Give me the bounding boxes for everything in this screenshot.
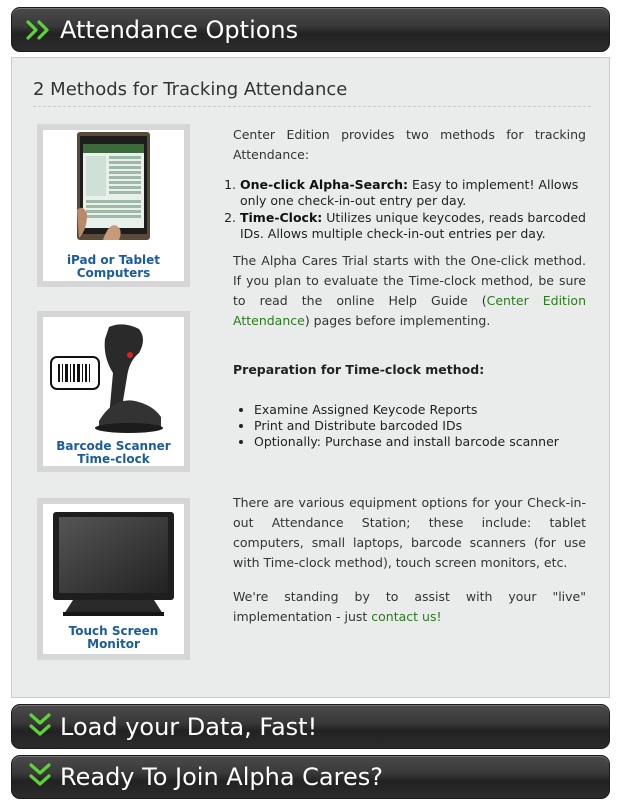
double-chevron-down-icon — [24, 711, 56, 743]
intro-text: Center Edition provides two methods for tracking Attendance: — [233, 127, 586, 162]
monitor-image — [43, 504, 184, 622]
touch-screen-card — [37, 498, 190, 660]
contact-us-link[interactable]: contact us! — [371, 609, 442, 624]
double-chevron-down-icon — [24, 761, 56, 793]
prep-list — [234, 402, 594, 450]
list-item: • Optionally: Purchase and install barcode scanner — [254, 434, 594, 450]
methods-list — [218, 177, 590, 243]
card-caption-line2: Time-clock — [77, 452, 150, 466]
method-desc: Utilizes unique keycodes, reads barcoded IDs. Allows multiple check-in-out entries per day. — [240, 210, 586, 241]
section-header-load-data[interactable] — [11, 704, 610, 749]
method-name: Time-Clock: — [240, 210, 323, 225]
list-item — [240, 210, 590, 242]
card-caption-line1: Touch Screen — [68, 624, 159, 638]
method-name: One-click Alpha-Search: — [240, 177, 409, 192]
section-title: Attendance Options — [60, 15, 299, 44]
list-item — [240, 177, 590, 209]
prep-title: Preparation for Time-clock method: — [233, 362, 485, 377]
trial-text — [233, 251, 586, 331]
standby-text — [233, 587, 586, 627]
trial-text-end: ) pages before implementing. — [304, 313, 491, 328]
trial-text-start: The Alpha Cares Trial starts with the One-click method. If you plan to evaluate the Time-clock method, be sure to read the online Help Guide ( — [233, 253, 586, 308]
method-desc: Easy to implement! Allows only one check-in-out entry per day. — [240, 177, 579, 208]
panel-title: 2 Methods for Tracking Attendance — [33, 79, 348, 100]
divider — [33, 106, 591, 107]
standby-text-start: We're standing by to assist with your "live" implementation - just — [233, 589, 586, 624]
list-item: • Examine Assigned Keycode Reports — [254, 402, 594, 418]
ipad-card — [37, 124, 190, 287]
card-caption-line1: iPad or Tablet — [66, 253, 161, 267]
equipment-text: There are various equipment options for your Check-in-out Attendance Station; these include: tablet computers, small laptops, barcode scanners (for use with Time-clock method), touch screen monitors, etc. — [233, 495, 586, 570]
card-caption-line2: Monitor — [87, 637, 140, 651]
double-chevron-right-icon — [24, 14, 56, 46]
barcode-scanner-card — [37, 311, 190, 472]
card-caption-line1: Barcode Scanner — [56, 439, 171, 453]
attendance-panel — [11, 57, 610, 698]
section-title: Load your Data, Fast! — [60, 712, 318, 741]
barcode-scanner-image — [43, 317, 184, 437]
section-header-join[interactable] — [11, 755, 610, 799]
help-guide-link[interactable]: Center Edition Attendance — [233, 293, 586, 328]
section-title: Ready To Join Alpha Cares? — [60, 763, 383, 791]
card-caption-line2: Computers — [76, 266, 151, 280]
list-item: • Print and Distribute barcoded IDs — [254, 418, 594, 434]
section-header-attendance[interactable] — [11, 7, 610, 52]
